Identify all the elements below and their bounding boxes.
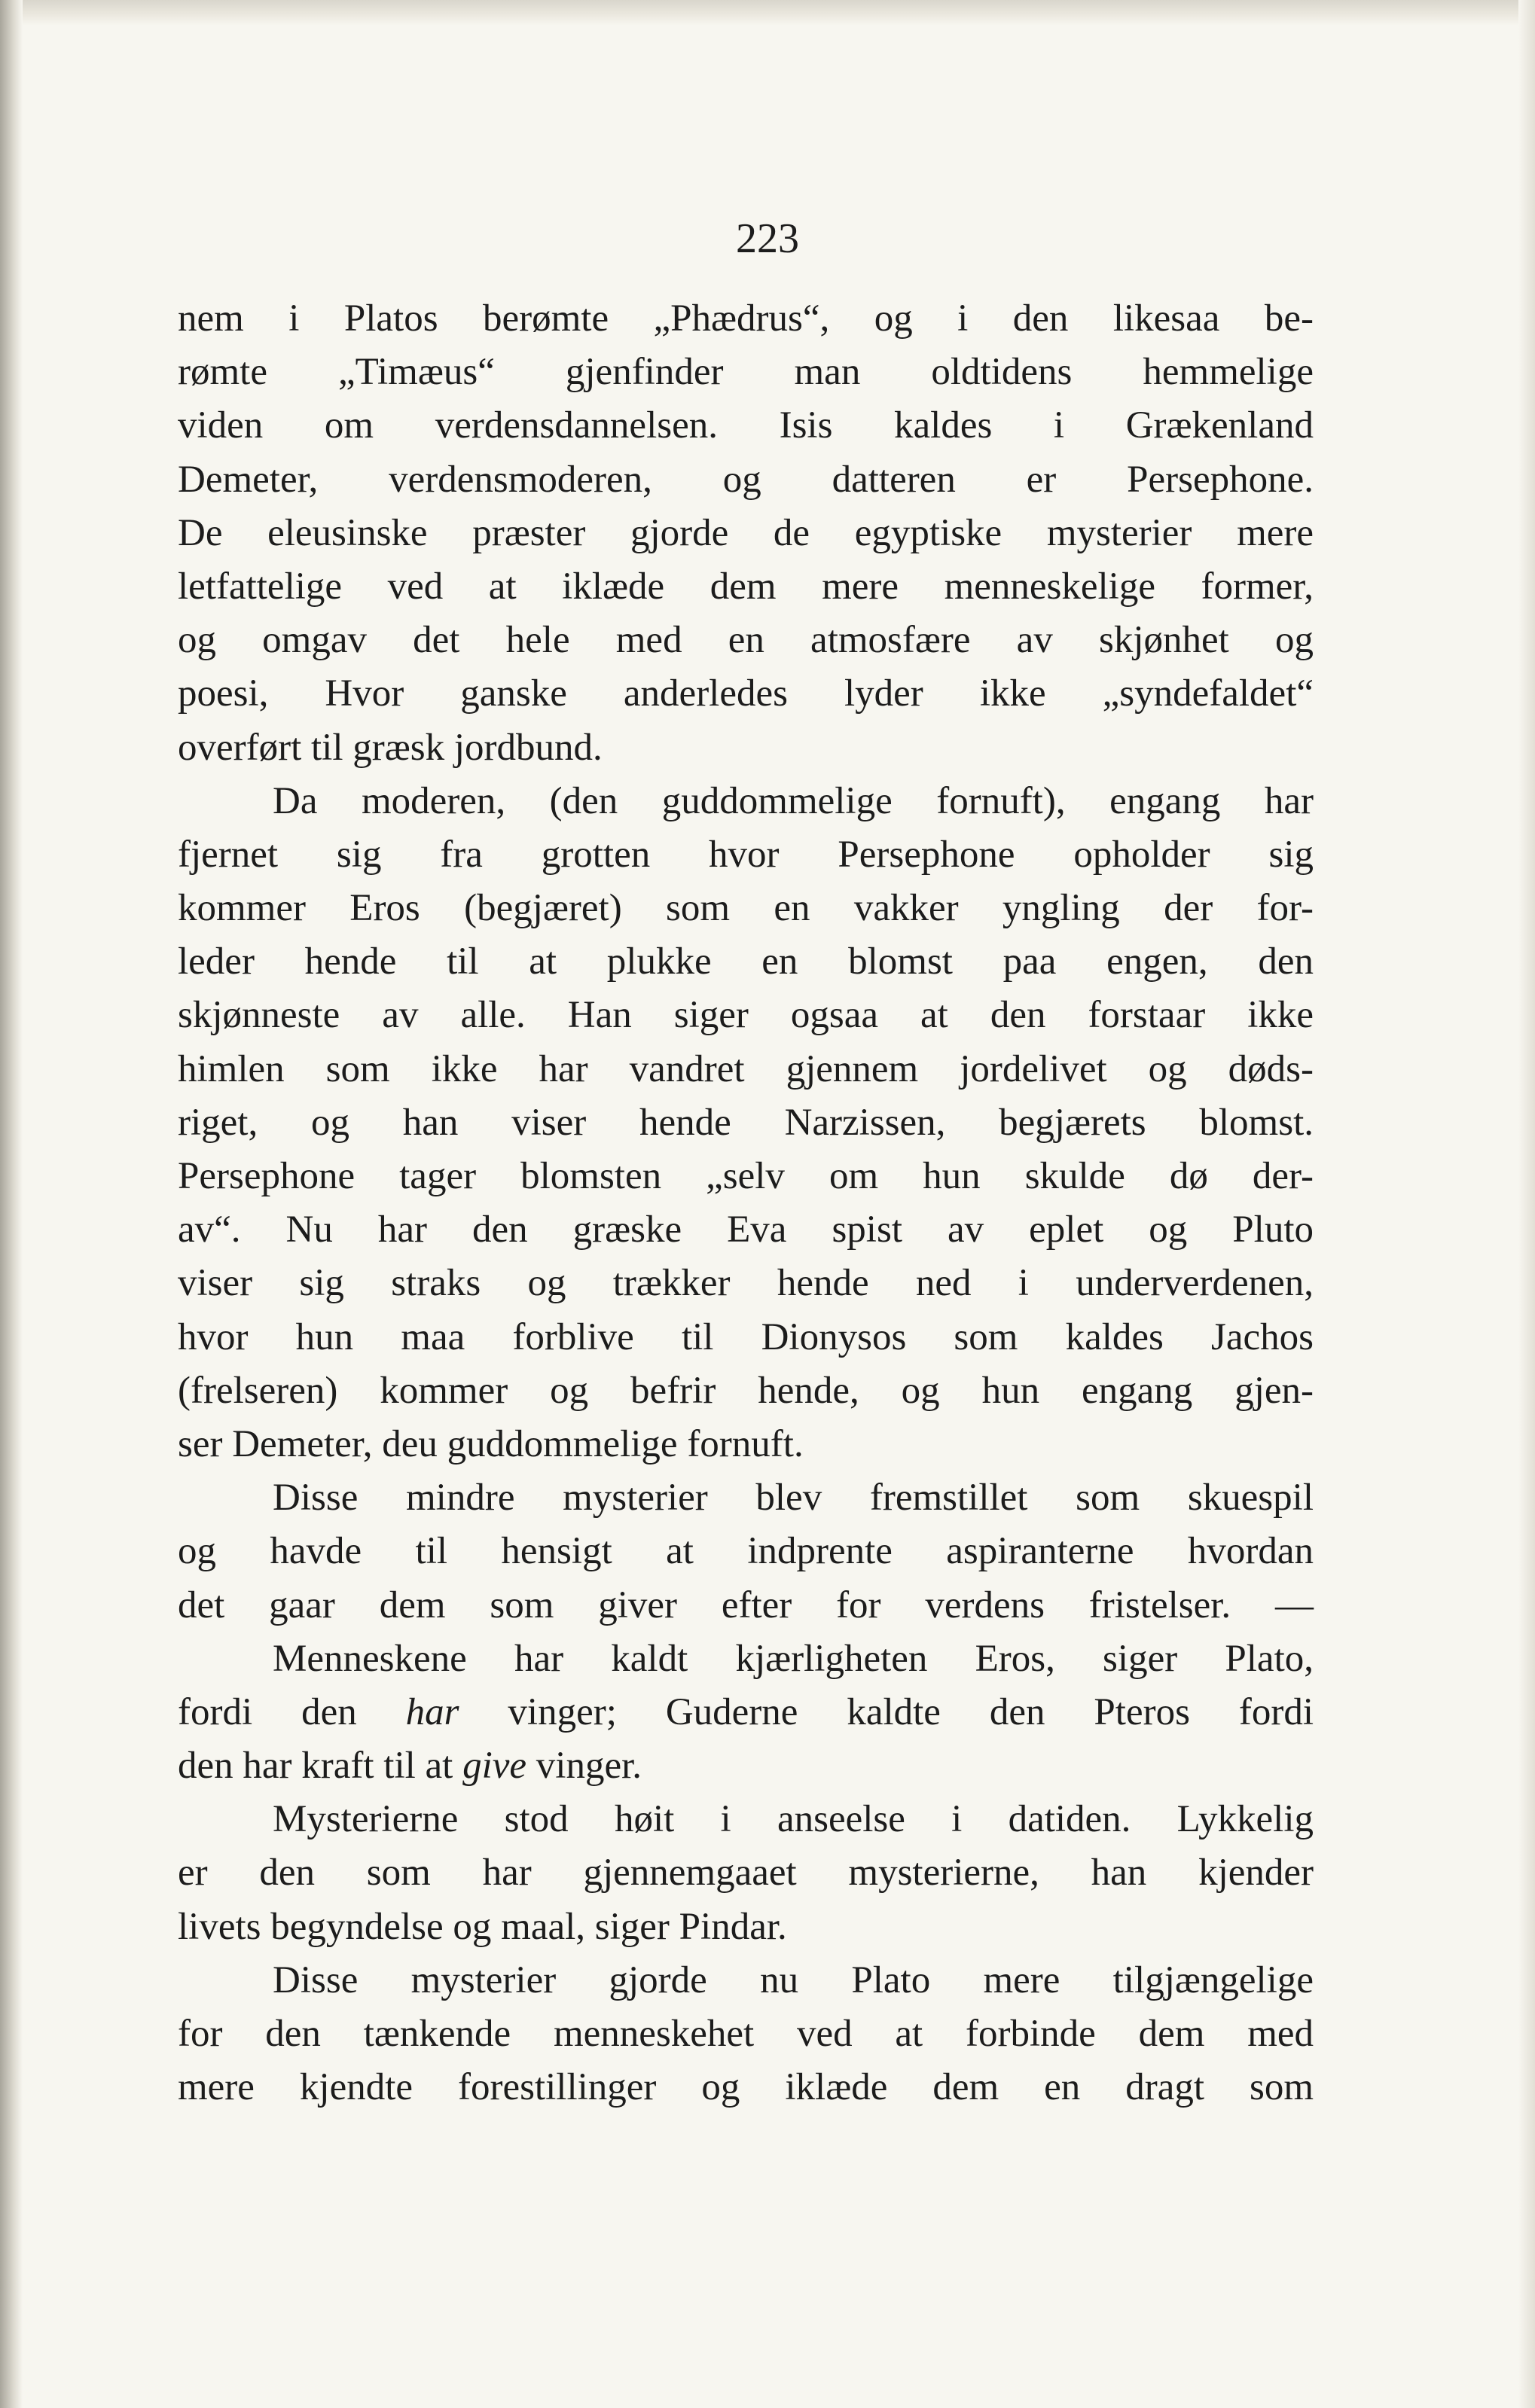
text-line: og omgav det hele med en atmosfære av skjønhet og: [178, 619, 1314, 662]
text-line: livets begyndelse og maal, siger Pindar.: [178, 1905, 787, 1948]
text-fragment: den har kraft til at: [178, 1745, 463, 1788]
text-line: [178, 1739, 1314, 1793]
text-line: for den tænkende menneskehet ved at forbinde dem med: [178, 2013, 1314, 2055]
text-line: Menneskene har kaldt kjærligheten Eros, siger Plato,: [273, 1637, 1314, 1680]
text-line: Disse mindre mysterier blev fremstillet som skuespil: [273, 1477, 1314, 1519]
paragraph-6: [178, 1954, 1314, 2115]
text-line: viser sig straks og trækker hende ned i underverdenen,: [178, 1262, 1314, 1305]
text-fragment: vinger; Guderne kaldte den Pteros fordi: [459, 1690, 1314, 1733]
text-fragment: vinger.: [526, 1745, 642, 1788]
text-line: viden om verdensdannelsen. Isis kaldes i Grækenland: [178, 404, 1314, 447]
text-line: fjernet sig fra grotten hvor Persephone opholder sig: [178, 833, 1314, 876]
text-line: poesi, Hvor ganske anderledes lyder ikke „syndefaldet“: [178, 672, 1314, 715]
text-line: (frelseren) kommer og befrir hende, og hun engang gjen-: [178, 1369, 1314, 1412]
text-line: leder hende til at plukke en blomst paa engen, den: [178, 940, 1314, 983]
text-line: Demeter, verdensmoderen, og datteren er Persephone.: [178, 458, 1314, 501]
text-line: Disse mysterier gjorde nu Plato mere tilgjængelige: [273, 1958, 1314, 2001]
paragraph-2: [178, 775, 1314, 1471]
page-edge-left: [0, 0, 23, 2408]
text-line: det gaar dem som giver efter for verdens fristelser. —: [178, 1583, 1314, 1626]
text-line: kommer Eros (begjæret) som en vakker yngling der for-: [178, 887, 1314, 930]
text-line: riget, og han viser hende Narzissen, begjærets blomst.: [178, 1101, 1314, 1144]
text-line: Mysterierne stod høit i anseelse i datiden. Lykkelig: [273, 1798, 1314, 1841]
text-line: av“. Nu har den græske Eva spist av eplet og Pluto: [178, 1209, 1314, 1251]
text-line: rømte „Timæus“ gjenfinder man oldtidens hemmelige: [178, 351, 1314, 394]
page-edge-right: [1518, 0, 1535, 2408]
text-line: og havde til hensigt at indprente aspiranterne hvordan: [178, 1530, 1314, 1573]
paragraph-3: [178, 1471, 1314, 1632]
text-line: letfattelige ved at iklæde dem mere menneskelige former,: [178, 565, 1314, 608]
italic-word: har: [405, 1690, 459, 1733]
text-line: skjønneste av alle. Han siger ogsaa at den forstaar ikke: [178, 994, 1314, 1037]
body-text: [178, 292, 1314, 2114]
text-line: himlen som ikke har vandret gjennem jordelivet og døds-: [178, 1047, 1314, 1090]
text-line: mere kjendte forestillinger og iklæde dem en dragt som: [178, 2066, 1314, 2109]
text-line: Da moderen, (den guddommelige fornuft), engang har: [273, 779, 1314, 822]
page-edge-top: [0, 0, 1535, 26]
text-line: De eleusinske præster gjorde de egyptiske mysterier mere: [178, 511, 1314, 554]
text-line: er den som har gjennemgaaet mysterierne, han kjender: [178, 1852, 1314, 1894]
text-line: ser Demeter, deu guddommelige fornuft.: [178, 1422, 804, 1465]
text-line: overført til græsk jordbund.: [178, 726, 603, 769]
text-fragment: fordi den: [178, 1690, 406, 1733]
paragraph-5: [178, 1793, 1314, 1954]
paragraph-4: [178, 1632, 1314, 1794]
italic-word: give: [462, 1745, 527, 1788]
paragraph-1: [178, 292, 1314, 775]
text-line: [178, 1686, 1314, 1739]
text-line: hvor hun maa forblive til Dionysos som kaldes Jachos: [178, 1315, 1314, 1358]
page-number: 223: [736, 215, 799, 262]
text-line: Persephone tager blomsten „selv om hun skulde dø der-: [178, 1155, 1314, 1197]
text-line: nem i Platos berømte „Phædrus“, og i den likesaa be-: [178, 297, 1314, 340]
